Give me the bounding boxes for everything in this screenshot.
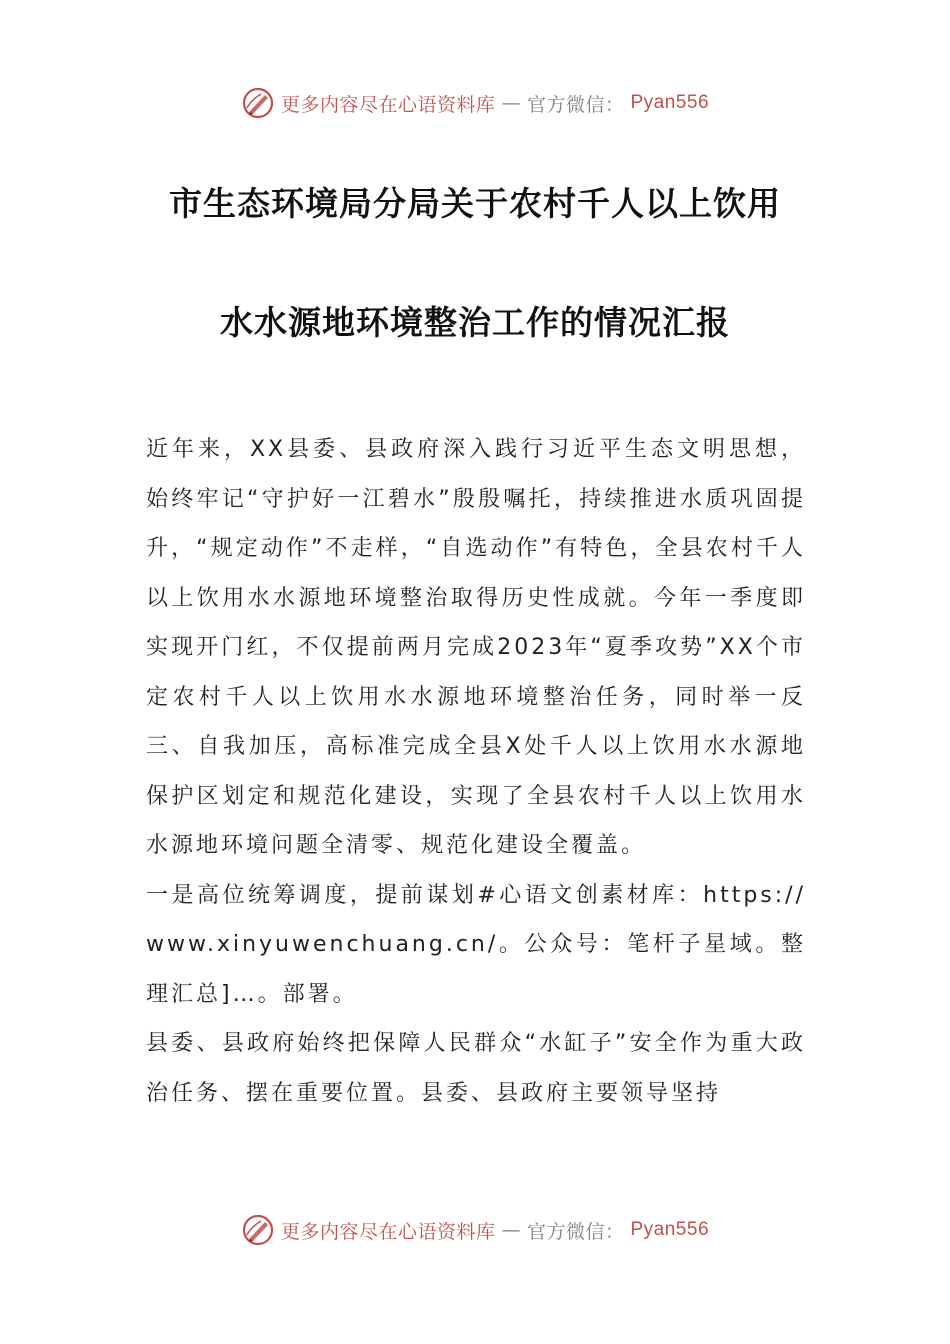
watermark-sub-text: 官方微信：: [526, 93, 625, 116]
watermark-wechat-id: Pyan556: [630, 1219, 710, 1240]
watermark-dash: —: [501, 92, 521, 114]
pen-logo-icon: [241, 86, 275, 120]
document-body: [146, 425, 806, 1118]
pen-logo-icon: [241, 1213, 275, 1247]
watermark-header: [0, 83, 950, 123]
watermark-footer: [0, 1210, 950, 1250]
document-title-line1: 市生态环境局分局关于农村千人以上饮用: [169, 184, 781, 223]
watermark-sub-text: 官方微信：: [526, 1220, 625, 1243]
paragraph-county-committee: 县委、县政府始终把保障人民群众“水缸子”安全作为重大政治任务、摆在重要位置。县委、县政府主要领导坚持: [146, 1031, 806, 1106]
document-title-line2: 水水源地环境整治工作的情况汇报: [220, 303, 730, 342]
watermark-main-text: 更多内容尽在心语资料库: [280, 93, 496, 116]
paragraph-intro: 近年来，XX县委、县政府深入践行习近平生态文明思想，始终牢记“守护好一江碧水”殷殷嘱托，持续推进水质巩固提升，“规定动作”不走样，“自选动作”有特色，全县农村千人以上饮用水水源地环境整治取得历史性成就。今年一季度即实现开门红，不仅提前两月完成2023年“夏季攻势”XX个市定农村千人以上饮用水水源地环境整治任务，同时举一反三、自我加压，高标准完成全县X处千人以上饮用水水源地保护区划定和规范化建设，实现了全县农村千人以上饮用水水源地环境问题全清零、规范化建设全覆盖。: [146, 437, 806, 858]
watermark-dash: —: [501, 1219, 521, 1241]
paragraph-point-one: 一是高位统筹调度，提前谋划#心语文创素材库：https://www.xinyuwenchuang.cn/。公众号：笔杆子星域。整理汇总]…。部署。: [146, 882, 806, 1007]
watermark-wechat-id: Pyan556: [630, 92, 710, 113]
watermark-main-text: 更多内容尽在心语资料库: [280, 1220, 496, 1243]
